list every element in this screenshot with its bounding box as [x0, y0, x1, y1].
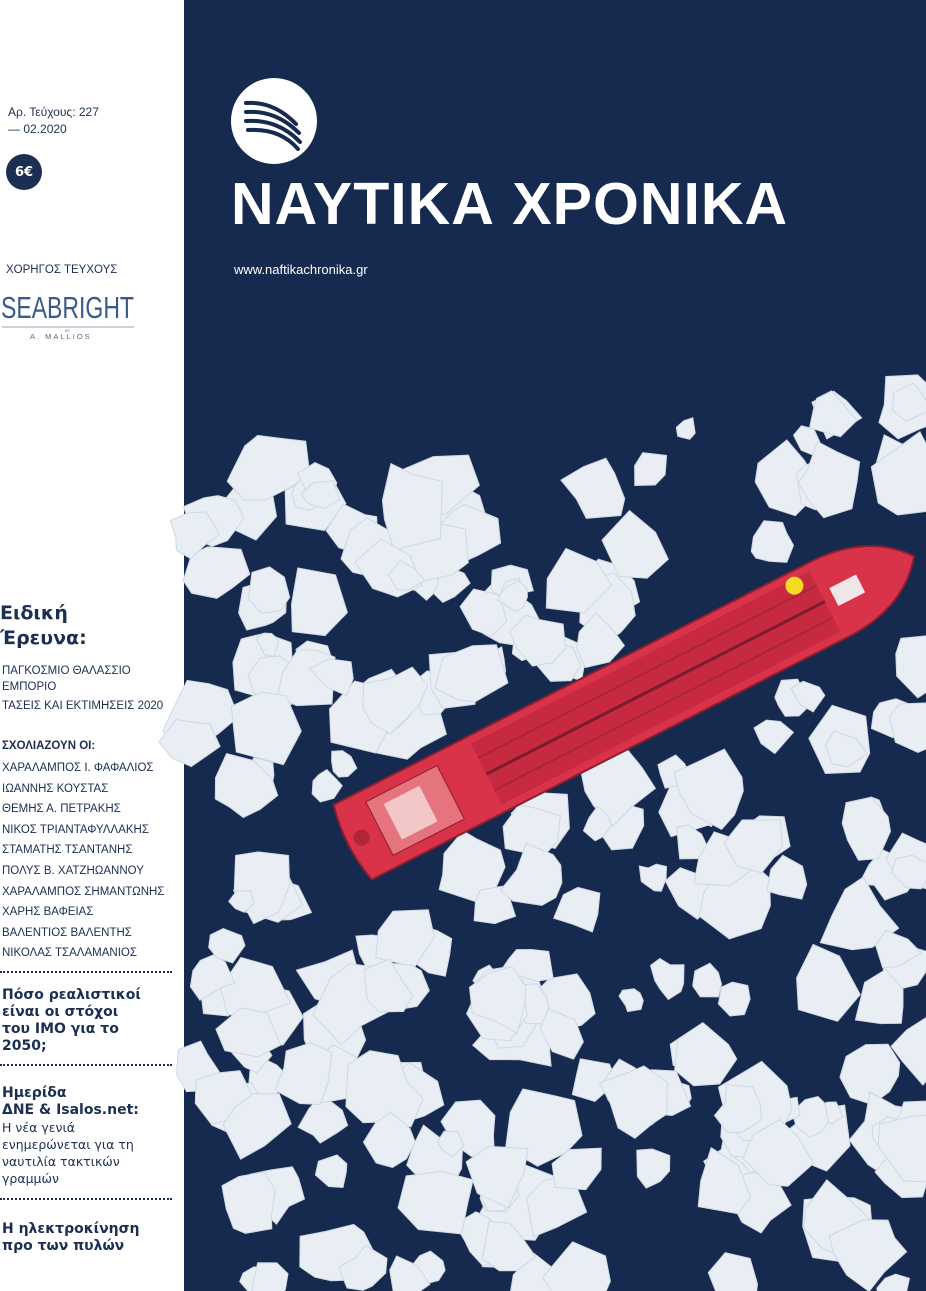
commenter: ΙΩΑΝΝΗΣ ΚΟΥΣΤΑΣ	[2, 782, 109, 795]
issue-date: — 02.2020	[8, 122, 67, 136]
feature-subtitle-line1: ΠΑΓΚΟΣΜΙΟ ΘΑΛΑΣΣΙΟ	[2, 665, 131, 677]
svg-text:SEABRIGHT: SEABRIGHT	[1, 290, 135, 325]
commenter: ΧΑΡΗΣ ΒΑΦΕΙΑΣ	[2, 906, 94, 919]
commenter: ΝΙΚΟΛΑΣ ΤΣΑΛΑΜΑΝΙΟΣ	[2, 947, 137, 960]
sidebar	[0, 0, 184, 1291]
story-electrification: Η ηλεκτροκίνηση προ των πυλών	[2, 1221, 140, 1254]
commenter: ΝΙΚΟΣ ΤΡΙΑΝΤΑΦΥΛΛΑΚΗΣ	[2, 823, 149, 836]
story-imo-targets: Πόσο ρεαλιστικοί είναι οι στόχοι του ΙΜΟ για το 2050;	[2, 987, 141, 1054]
seabright-logo	[0, 286, 140, 346]
logo-circle-bg	[231, 78, 317, 164]
feature-title-line2: Έρευνα:	[0, 627, 87, 649]
divider	[0, 1198, 172, 1200]
feature-subtitle-line3: ΤΑΣΕΙΣ ΚΑΙ ΕΚΤΙΜΗΣΕΙΣ 2020	[2, 700, 164, 712]
feature-subtitle-line2: ΕΜΠΟΡΙΟ	[2, 681, 57, 693]
commenter: ΠΟΛΥΣ Β. ΧΑΤΖΗΩΑΝΝΟΥ	[2, 864, 144, 877]
commenter: ΧΑΡΑΛΑΜΠΟΣ ΣΗΜΑΝΤΩΝΗΣ	[2, 885, 165, 898]
sponsor-label: ΧΟΡΗΓΟΣ ΤΕΥΧΟΥΣ	[6, 264, 118, 276]
feature-title	[0, 601, 178, 651]
cover-image	[184, 0, 926, 1291]
commenters-list	[2, 758, 164, 964]
commenter: ΒΑΛΕΝΤΙΟΣ ΒΑΛΕΝΤΗΣ	[2, 926, 132, 939]
svg-text:A. MALLIOS: A. MALLIOS	[30, 332, 92, 341]
divider	[0, 971, 172, 973]
commenters-label: ΣΧΟΛΙΑΖΟΥΝ ΟΙ:	[2, 740, 96, 752]
divider	[0, 1064, 172, 1066]
commenter: ΘΕΜΗΣ Α. ΠΕΤΡΑΚΗΣ	[2, 803, 121, 816]
commenter: ΧΑΡΑΛΑΜΠΟΣ Ι. ΦΑΦΑΛΙΟΣ	[2, 762, 154, 774]
story-event: Ημερίδα ΔΝΕ & Isalos.net: Η νέα γενιά ενημερώνεται για τη ναυτιλία τακτικών γραμμών	[2, 1085, 139, 1186]
svg-text:BY: BY	[65, 328, 71, 333]
issue-number: Αρ. Τεύχους: 227	[8, 105, 99, 119]
website-link[interactable]: www.naftikachronika.gr	[234, 262, 368, 277]
issue-info	[8, 104, 99, 138]
price-badge: 6€	[6, 154, 42, 190]
commenter: ΣΤΑΜΑΤΗΣ ΤΣΑΝΤΑΝΗΣ	[2, 844, 133, 857]
magazine-title: ΝΑΥΤΙΚΑ ΧΡΟΝΙΚΑ	[231, 171, 789, 237]
feature-title-line1: Ειδική	[0, 602, 68, 624]
